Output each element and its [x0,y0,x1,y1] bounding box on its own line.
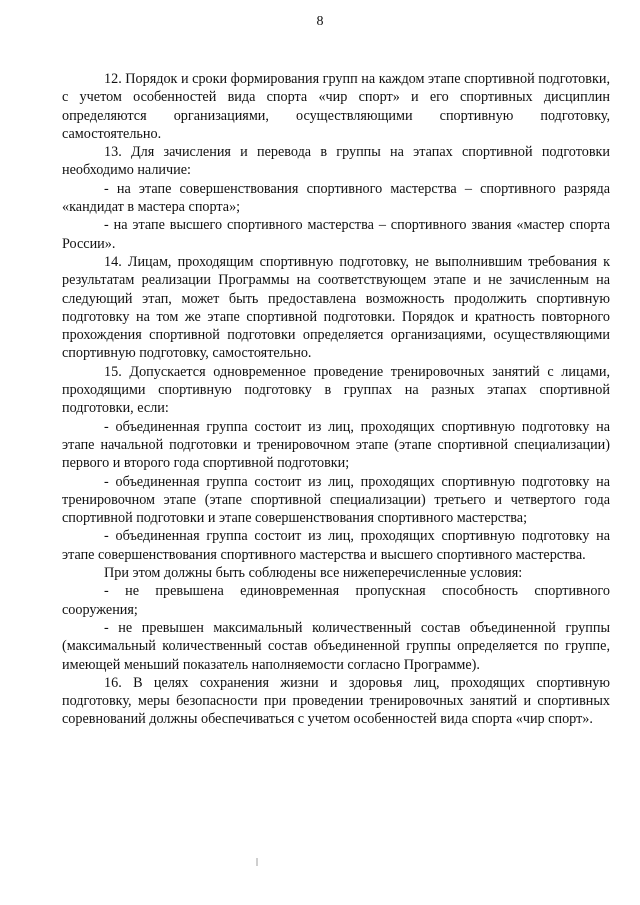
conditions-intro: При этом должны быть соблюдены все нижеперечисленные условия: [104,565,523,582]
list-item-combined-group-1: - объединенная группа состоит из лиц, проходящих спортивную подготовку на этапе начальной подготовки и тренировочном этапе (этапе спортивной специализации) первого и второго года спортивной подготовки; [62,418,610,472]
list-item-combined-group-3: - объединенная группа состоит из лиц, проходящих спортивную подготовку на этапе совершенствования спортивного мастерства и высшего спортивного мастерства. [62,528,610,563]
list-item-sport-title: - на этапе высшего спортивного мастерства – спортивного звания «мастер спорта России». [62,217,610,252]
page-number: 8 [316,14,324,29]
paragraph-16: 16. В целях сохранения жизни и здоровья лиц, проходящих спортивную подготовку, меры безопасности при проведении тренировочных занятий и спортивных соревнований должны обеспечиваться с учетом особенностей вида спорта «чир спорт». [62,674,610,728]
document-body [62,70,610,729]
paragraph-15: 15. Допускается одновременное проведение тренировочных занятий с лицами, проходящими спортивную подготовку в группах на разных этапах спортивной подготовки, если: [62,363,610,417]
paragraph-12: 12. Порядок и сроки формирования групп на каждом этапе спортивной подготовки, с учетом особенностей вида спорта «чир спорт» и его спортивных дисциплин определяются организациями, осуществляющими спортивную подготовку, самостоятельно. [62,71,610,142]
paragraph-13: 13. Для зачисления и перевода в группы на этапах спортивной подготовки необходимо наличие: [62,144,610,179]
list-item-combined-group-2: - объединенная группа состоит из лиц, проходящих спортивную подготовку на тренировочном этапе (этапе спортивной специализации) третьего и четвертого года спортивной подготовки и этапе совершенствования спортивного мастерства; [62,473,610,527]
list-item-condition-capacity: - не превышена единовременная пропускная способность спортивного сооружения; [62,583,610,618]
scan-mark [256,858,258,866]
list-item-sport-rank: - на этапе совершенствования спортивного мастерства – спортивного разряда «кандидат в мастера спорта»; [62,180,610,216]
list-item-condition-group-size: - не превышен максимальный количественный состав объединенной группы (максимальный количественный состав объединенной группы определяется по группе, имеющей меньший показатель наполняемости согласно Программе). [62,619,610,673]
paragraph-14: 14. Лицам, проходящим спортивную подготовку, не выполнившим требования к результатам реализации Программы на соответствующем этапе и не зачисленным на следующий этап, может быть предоставлена возможность продолжить спортивную подготовку на том же этапе спортивной подготовки. Порядок и кратность повторного прохождения спортивной подготовки определяется организациями, осуществляющими спортивную подготовку, самостоятельно. [62,253,610,362]
